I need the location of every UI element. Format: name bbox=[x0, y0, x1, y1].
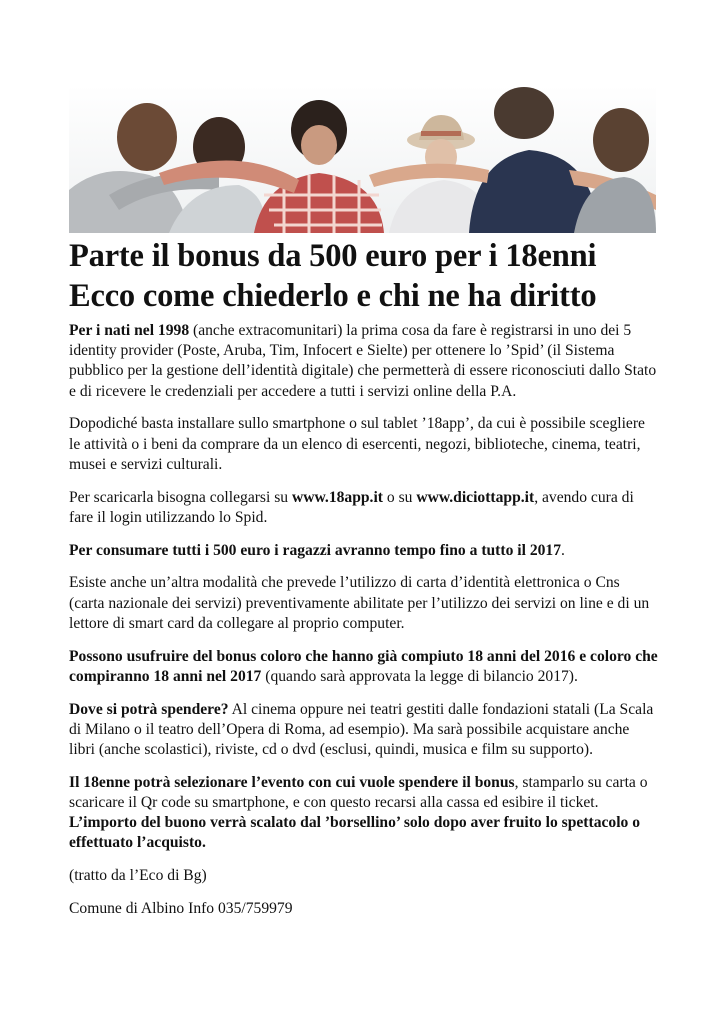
paragraph-8-text: , stamparlo su carta o scaricare il Qr code su smartphone, e con questo recarsi alla cassa ed esibire il ticket. bbox=[69, 773, 648, 812]
paragraph-3-text-2: o su bbox=[382, 488, 417, 506]
paragraph-4-bold: Per consumare tutti i 500 euro i ragazzi avranno tempo fino a tutto il 2017 bbox=[69, 541, 562, 559]
paragraph-8 bbox=[69, 773, 659, 854]
paragraph-3-text-1: Per scaricarla bisogna collegarsi su bbox=[69, 488, 292, 506]
paragraph-6-bold: Possono usufruire del bonus coloro che hanno già compiuto 18 anni del 2016 e coloro che compiranno 18 anni nel 2017 bbox=[69, 647, 658, 685]
paragraph-3-text-3: , avendo cura di fare il login utilizzando lo Spid. bbox=[69, 488, 634, 526]
paragraph-8-bold-1: Il 18enne potrà selezionare l’evento con cui vuole spendere il bonus bbox=[69, 773, 515, 791]
paragraph-7 bbox=[69, 700, 659, 761]
source-note bbox=[69, 866, 659, 886]
paragraph-5-text: Esiste anche un’altra modalità che prevede l’utilizzo di carta d’identità elettronica o Cns (carta nazionale dei servizi) preventivamente abilitate per l’utilizzo dei servizi on line e di un lettore di smart card da collegare al proprio computer. bbox=[69, 574, 650, 632]
paragraph-2 bbox=[69, 414, 659, 475]
paragraph-7-text: Al cinema oppure nei teatri gestiti dalle fondazioni statali (La Scala di Milano o il teatro dell’Opera di Roma, ad esempio). Ma sarà possibile acquistare anche libri (anche scolastici), riviste, cd o dvd (esclusi, quindi, musica e film su supporto). bbox=[69, 700, 654, 759]
paragraph-6 bbox=[69, 647, 659, 687]
article-body bbox=[69, 321, 659, 932]
paragraph-4 bbox=[69, 541, 659, 561]
link-diciottapp[interactable]: www.diciottapp.it bbox=[416, 488, 535, 506]
title-line-2: Ecco come chiederlo e chi ne ha diritto bbox=[69, 278, 597, 314]
paragraph-1-text: (anche extracomunitari) la prima cosa da fare è registrarsi in uno dei 5 identity provider (Poste, Aruba, Tim, Infocert e Sielte) per ottenere lo ’Spid’ (il Sistema pubblico per la gestione dell’identità digitale) che permetterà di essere riconosciuti dallo Stato e di ricevere le credenziali per accedere a tutti i servizi online della P.A. bbox=[69, 322, 657, 400]
contact-info-text: Comune di Albino Info 035/759979 bbox=[69, 900, 293, 918]
paragraph-8-bold-2: L’importo del buono verrà scalato dal ’borsellino’ solo dopo aver fruito lo spettacolo o effettuato l’acquisto. bbox=[69, 814, 641, 852]
source-note-text: (tratto da l’Eco di Bg) bbox=[69, 867, 207, 885]
paragraph-2-text: Dopodiché basta installare sullo smartphone o sul tablet ’18app’, da cui è possibile scegliere le attività o i beni da comprare da un elenco di esercenti, negozi, biblioteche, cinema, teatri, musei e servizi culturali. bbox=[69, 415, 645, 473]
paragraph-6-text: (quando sarà approvata la legge di bilancio 2017). bbox=[261, 667, 578, 685]
paragraph-1 bbox=[69, 321, 659, 402]
link-18app[interactable]: www.18app.it bbox=[292, 488, 383, 506]
paragraph-4-text: . bbox=[561, 541, 565, 559]
paragraph-5 bbox=[69, 573, 659, 634]
article-title bbox=[69, 236, 689, 316]
paragraph-1-bold: Per i nati nel 1998 bbox=[69, 322, 190, 339]
contact-info bbox=[69, 899, 659, 919]
header-photo bbox=[69, 85, 656, 233]
paragraph-3 bbox=[69, 488, 659, 528]
title-line-1: Parte il bonus da 500 euro per i 18enni bbox=[69, 238, 597, 274]
paragraph-7-bold: Dove si potrà spendere? bbox=[69, 700, 229, 718]
photo-friends-embracing bbox=[69, 85, 656, 233]
